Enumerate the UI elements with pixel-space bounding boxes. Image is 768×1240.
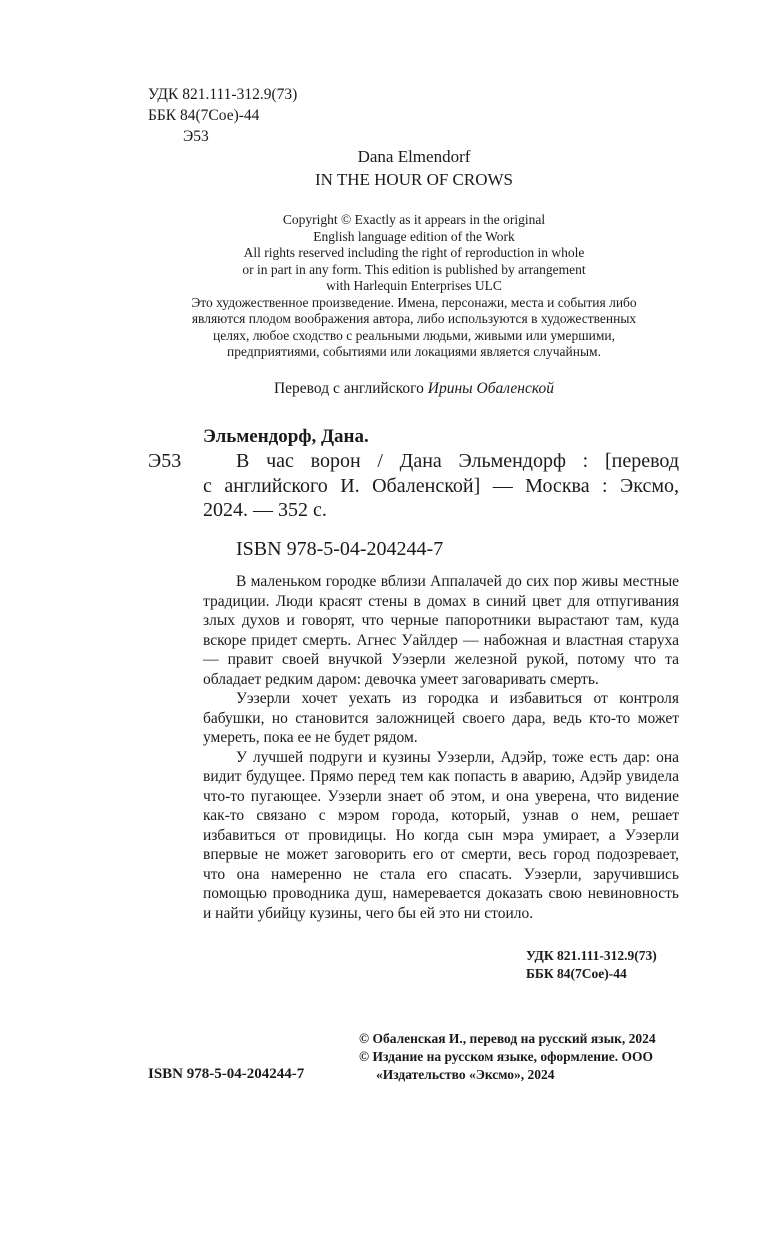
footer-isbn: ISBN 978-5-04-204244-7: [148, 1066, 305, 1082]
catalog-line: В час ворон / Дана Эльмендорф : [перевод: [236, 450, 679, 472]
copyright-notice: [148, 212, 680, 361]
catalog-mark: Э53: [148, 450, 182, 472]
bbk-code: ББК 84(7Сое)-44: [148, 107, 260, 124]
disclaimer-line: являются плодом воображения автора, либо используются в художественных: [191, 311, 637, 326]
annotation-paragraph: В маленьком городке вблизи Аппалачей до сих пор живы местные традиции. Люди красят стены в домах в синий цвет для отпугивания злых духов и говорят, что черные папоротники вырастают там, куда вскоре придет смерть. Агнес Уайлдер — набожная и властная старуха — правит своей внучкой Уэзерли железной рукой, потому что та обладает редким даром: девочка умеет заговаривать смерть.: [203, 573, 679, 688]
udk-code: УДК 821.111-312.9(73): [148, 86, 298, 103]
translation-prefix: Перевод с английского: [273, 380, 428, 397]
original-author: Dana Elmendorf: [357, 147, 471, 166]
edition-rights: © Издание на русском языке, оформление. ООО: [359, 1049, 654, 1064]
annotation: [203, 572, 679, 923]
author-mark: Э53: [183, 128, 209, 145]
annotation-paragraph: У лучшей подруги и кузины Уэзерли, Адэйр, тоже есть дар: она видит будущее. Прямо перед тем как попасть в аварию, Адэйр увидела что-то пугающее. Уэзерли знает об этом, и она уверена, что видение как-то связано с мэром города, который, узнав о нем, решает избавиться от провидицы. Но когда сын мэра умирает, а Уэзерли впервые не может заговорить его от смерти, весь город подозревает, что она намеренно не стала его спасать. Уэзерли, заручившись помощью проводника душ, намеревается доказать свою невиновность и найти убийцу кузины, чего бы ей это ни стоило.: [203, 748, 679, 922]
footer-bbk: ББК 84(7Сое)-44: [526, 966, 627, 981]
translation-rights: © Обаленская И., перевод на русский язык, 2024: [359, 1031, 656, 1046]
copyright-line: or in part in any form. This edition is published by arrangement: [242, 261, 586, 277]
disclaimer-line: предприятиями, событиями или локациями является случайным.: [227, 344, 601, 359]
copyright-line: English language edition of the Work: [313, 228, 515, 244]
disclaimer-line: целях, любое сходство с реальными людьми, живыми или умершими,: [213, 327, 615, 343]
catalog-line: 2024. — 352 с.: [203, 499, 327, 521]
footer-udk: УДК 821.111-312.9(73): [526, 948, 657, 963]
original-title: IN THE HOUR OF CROWS: [314, 170, 514, 189]
copyright-line: All rights reserved including the right of reproduction in whole: [243, 245, 585, 260]
catalog-line: с английского И. Обаленской] — Москва : Эксмо,: [203, 475, 679, 497]
copyright-line: Copyright © Exactly as it appears in the original: [282, 212, 546, 227]
translation-credit: [148, 380, 680, 398]
catalog-isbn: ISBN 978-5-04-204244-7: [236, 538, 444, 560]
annotation-paragraph: Уэзерли хочет уехать из городка и избавиться от контроля бабушки, но становится заложницей своего дара, ведь кто-то может умереть, пока ее не будет рядом.: [203, 690, 679, 746]
catalog-heading: Эльмендорф, Дана.: [203, 426, 369, 447]
translator-name: Ирины Обаленской: [427, 380, 555, 397]
disclaimer-line: Это художественное произведение. Имена, персонажи, места и события либо: [191, 294, 637, 310]
copyright-line: with Harlequin Enterprises ULC: [326, 278, 502, 293]
edition-rights-cont: «Издательство «Эксмо», 2024: [376, 1067, 555, 1082]
